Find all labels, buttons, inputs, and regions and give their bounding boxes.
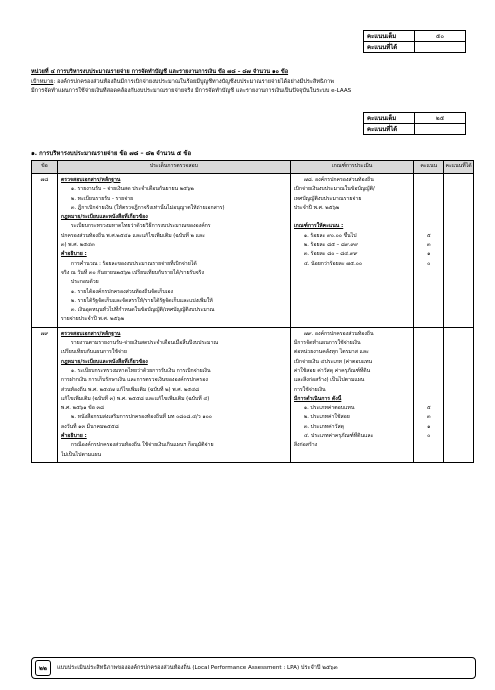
cell-line: รายงานตามรายงานรับ-จ่ายเงินสดประจำเดือนเมื่อสิ้นปีงบประมาณ xyxy=(70,340,219,347)
check-cell xyxy=(57,174,290,328)
cell-line: เทศบัญญัติงบประมาณรายจ่าย xyxy=(293,195,362,202)
cell-line: ๒. รายได้รัฐจัดเก็บและจัดสรรให้/รายได้รัฐจัดเก็บและแบ่งเพิ่มให้ xyxy=(70,297,213,304)
header-check: ประเด็นการตรวจสอบ xyxy=(57,161,290,174)
cell-line: ๓. ฎีกาเบิกจ่ายเงิน (ให้ตรวจฎีกาจริงเท่านั้นไม่อนุญาตให้ถ่ายเอกสาร) xyxy=(70,204,225,211)
header-got: คะแนนที่ได้ xyxy=(444,161,474,174)
cell-line: กรณีองค์กรปกครองส่วนท้องถิ่น ใช้จ่ายเงินเกินแผนฯ ก็อนุมัติจ่าย xyxy=(70,442,214,449)
footer-text: แบบประเมินประสิทธิภาพขององค์กรปกครองส่วนท้องถิ่น (Local Performance Assessment : LPA) ประจำปี ๒๕๖๓ xyxy=(57,665,338,671)
score-value: ๐ xyxy=(427,433,431,440)
unit-title: หน่วยที่ ๔ การบริหารงบประมาณรายจ่าย การจัดทำบัญชี และรายงานการเงิน ข้อ ๗๘ – ๘๗ จำนวน ๑๐ ข้อ xyxy=(31,69,289,75)
sub-score-box xyxy=(363,112,466,135)
cell-line: ตรวจสอบเอกสาร/หลักฐาน xyxy=(60,330,121,337)
score-value xyxy=(417,348,440,357)
cell-line: ไม่เป็นไปตามแผน xyxy=(60,451,102,458)
cell-line: ประจำปี พ.ศ. ๒๕๖๒ xyxy=(293,204,340,211)
unit-purpose-line1 xyxy=(31,78,471,88)
score-value xyxy=(417,386,440,395)
cell-line: ๔. ประเภทค่าครุภัณฑ์ที่ดินและ xyxy=(303,433,374,440)
page-number: ๒๒ xyxy=(35,660,51,676)
criteria-cell xyxy=(290,327,414,462)
cell-line: ๓. เงินอุดหนุนทั่วไปที่กำหนดในข้อบัญญัติ/เทศบัญญัติงบประมาณ xyxy=(70,307,215,314)
score-cell xyxy=(414,174,444,328)
score-value xyxy=(417,213,440,222)
cell-line: จริง ณ วันที่ ๓๐ กันยายน๒๕๖๒ เปรียบเทียบกับรายได้/รายรับจริง xyxy=(60,269,204,276)
got-cell xyxy=(444,327,474,462)
score-value xyxy=(417,204,440,213)
row-number: ๗๘ xyxy=(32,174,58,328)
criteria-cell xyxy=(290,174,414,328)
score-value xyxy=(417,185,440,194)
score-value: ๑ xyxy=(427,251,431,258)
table-row xyxy=(32,174,474,328)
cell-line: ๓. ประเภทค่าวัสดุ xyxy=(303,423,344,430)
cell-line: การฝากเงิน การเก็บรักษาเงิน และการตรวจเงินขององค์กรปกครอง xyxy=(60,377,208,384)
cell-line xyxy=(294,213,411,222)
cell-line: ๑. รายงานรับ – จ่ายเงินสด ประจำเดือนกันยายน ๒๕๖๒ xyxy=(70,186,194,193)
cell-line: คำอธิบาย : xyxy=(60,433,87,440)
cell-line: ๒. ทะเบียนรายรับ - รายจ่าย xyxy=(70,195,134,202)
cell-line: ๓) พ.ศ. ๒๕๔๓ xyxy=(60,242,95,249)
cell-line: ๓. ร้อยละ ๘๐ – ๘๔.๙๙ xyxy=(303,251,358,258)
cell-line: กฎหมาย/ระเบียบและหนังสือที่เกี่ยวข้อง xyxy=(60,214,148,221)
cell-line: สิ่งก่อสร้าง xyxy=(293,442,318,449)
cell-line: ต่อหน่วยงานคลังทุก ไตรมาส และ xyxy=(293,349,369,356)
cell-line: การใช้จ่ายเงิน xyxy=(293,386,326,393)
score-value: ๓ xyxy=(426,242,431,249)
cell-line: ๑. ระเบียบกระทรวงมหาดไทยว่าด้วยการรับเงิน การเบิกจ่ายเงิน xyxy=(70,367,211,374)
header-no: ข้อ xyxy=(32,161,58,174)
purpose-text-1: : องค์กรปกครองส่วนท้องถิ่นมีการเบิกจ่ายงบประมาณในร้อยมีบูญชีทางบัญชีงบประมาณรายจ่ายได้อย่างมีประสิทธิภาพ xyxy=(53,78,334,85)
cell-line: การคำนวณ : ร้อยละของงบประมาณรายจ่ายที่เบิกจ่ายได้ xyxy=(70,260,197,267)
cell-line: ๒. ร้อยละ ๘๕ – ๘๙.๙๙ xyxy=(303,242,358,249)
sub-full-score-label: คะแนนเต็ม xyxy=(364,113,415,124)
score-value: ๕ xyxy=(426,405,431,412)
score-value xyxy=(417,376,440,385)
top-score-box xyxy=(363,30,466,53)
assessment-table xyxy=(31,160,474,463)
cell-line: ๑. ร้อยละ ๙๐.๐๐ ขึ้นไป xyxy=(303,232,357,239)
cell-line: เบิกจ่ายเงินงบประมาณในข้อบัญญัติ/ xyxy=(293,186,375,193)
score-value xyxy=(417,395,440,404)
unit-heading xyxy=(31,68,471,97)
cell-line: เกณฑ์การให้คะแนน : xyxy=(293,223,344,230)
got-score-value xyxy=(415,42,466,53)
cell-line: กฎหมาย/ระเบียบและหนังสือที่เกี่ยวข้อง xyxy=(60,358,148,365)
sub-got-score-label: คะแนนที่ได้ xyxy=(364,124,415,135)
cell-line: และสิ่งก่อสร้าง) เป็นไปตามแผน xyxy=(293,377,365,384)
cell-line: ส่วนท้องถิ่น พ.ศ. ๒๕๔๗ แก้ไขเพิ่มเติม (ฉบับที่ ๒) พ.ศ. ๒๕๔๘ xyxy=(60,386,200,393)
cell-line: เปรียบเทียบกับแผนการใช้จ่าย xyxy=(60,349,127,356)
cell-line: ตรวจสอบเอกสาร/หลักฐาน xyxy=(60,177,121,183)
cell-line: ปกครองส่วนท้องถิ่น พ.ศ.๒๕๔๑ และแก้ไขเพิ่มเติม (ฉบับที่ ๒ และ xyxy=(60,232,205,239)
cell-line: ๒. ประเภทค่าใช้สอย xyxy=(303,414,350,421)
cell-line: มีการจัดทำแผนการใช้จ่ายเงิน xyxy=(293,340,361,347)
score-value xyxy=(417,367,440,376)
cell-line: ๒. หนังสือกรมส่งเสริมการปกครองท้องถิ่นที่ มท ๐๘๐๘.๔/ว ๑๐๐ xyxy=(70,414,212,421)
got-cell xyxy=(444,174,474,328)
sub-full-score-value: ๒๕ xyxy=(415,113,466,124)
score-value: ๑ xyxy=(427,423,431,430)
row-number: ๗๙ xyxy=(32,327,58,462)
cell-line: ๗๙. องค์กรปกครองส่วนท้องถิ่น xyxy=(303,330,374,337)
cell-line: ประกอบด้วย xyxy=(70,279,99,286)
score-value xyxy=(417,195,440,204)
cell-line: พ.ศ. ๒๕๖๑ ข้อ ๓๘ xyxy=(60,405,105,412)
score-value xyxy=(417,339,440,348)
cell-line: ค่าใช้สอย ค่าวัสดุ ค่าครุภัณฑ์ที่ดิน xyxy=(293,367,371,374)
cell-line: ระเบียบกระทรวงมหาดไทยว่าด้วยวิธีการงบประมาณขององค์กร xyxy=(70,223,211,230)
cell-line: ๔. น้อยกว่าร้อยละ ๗๕.๐๐ xyxy=(303,260,363,267)
full-score-value: ๕๐ xyxy=(415,31,466,42)
purpose-label: เป้าหมาย xyxy=(31,78,54,85)
score-value: ๓ xyxy=(426,414,431,421)
header-score: คะแนน xyxy=(414,161,444,174)
score-value xyxy=(417,330,440,339)
cell-line: แก้ไขเพิ่มเติม (ฉบับที่ ๓) พ.ศ. ๒๕๕๘ และแก้ไขเพิ่มเติม (ฉบับที่ ๔) xyxy=(60,395,210,402)
cell-line: ๗๘. องค์กรปกครองส่วนท้องถิ่น xyxy=(303,177,374,183)
full-score-label: คะแนนเต็ม xyxy=(364,31,415,42)
header-criteria: เกณฑ์การประเมิน xyxy=(290,161,414,174)
cell-line: รายจ่ายประจำปี พ.ศ. ๒๕๖๒ xyxy=(60,316,125,323)
cell-line: ๑. ประเภทค่าตอบแทน xyxy=(303,405,355,412)
score-value xyxy=(417,358,440,367)
unit-purpose-line2: มีการจัดทำแผนการใช้จ่ายเงินที่สอดคล้องกับงบประมาณรายจ่ายจริง มีการจัดทำบัญชี และรายงานการเงินเป็นปัจจุบันในระบบ e-LAAS xyxy=(31,88,352,95)
cell-line: ๑. รายได้องค์กรปกครองส่วนท้องถิ่นจัดเก็บเอง xyxy=(70,288,174,295)
section-title: ๑. การบริหารงบประมาณรายจ่าย ข้อ ๗๘ – ๘๒ จำนวน ๕ ข้อ xyxy=(31,150,192,157)
score-cell xyxy=(414,327,444,462)
score-value: ๐ xyxy=(427,260,431,267)
sub-got-score-value xyxy=(415,124,466,135)
cell-line: คำอธิบาย : xyxy=(60,251,87,258)
cell-line: ลงวันที่ ๑๓ มีนาคม๒๕๕๘ xyxy=(60,423,119,430)
score-value: ๕ xyxy=(426,232,431,239)
table-row xyxy=(32,327,474,462)
cell-line: มีการดำเนินการ ดังนี้ xyxy=(293,395,342,402)
score-value xyxy=(417,222,440,231)
cell-line: เบิกจ่ายเงิน ๔ประเภท (ค่าตอบแทน xyxy=(293,358,373,365)
page-footer xyxy=(31,657,476,679)
table-header-row xyxy=(32,161,474,174)
check-cell xyxy=(57,327,290,462)
score-value xyxy=(417,176,440,185)
got-score-label: คะแนนที่ได้ xyxy=(364,42,415,53)
